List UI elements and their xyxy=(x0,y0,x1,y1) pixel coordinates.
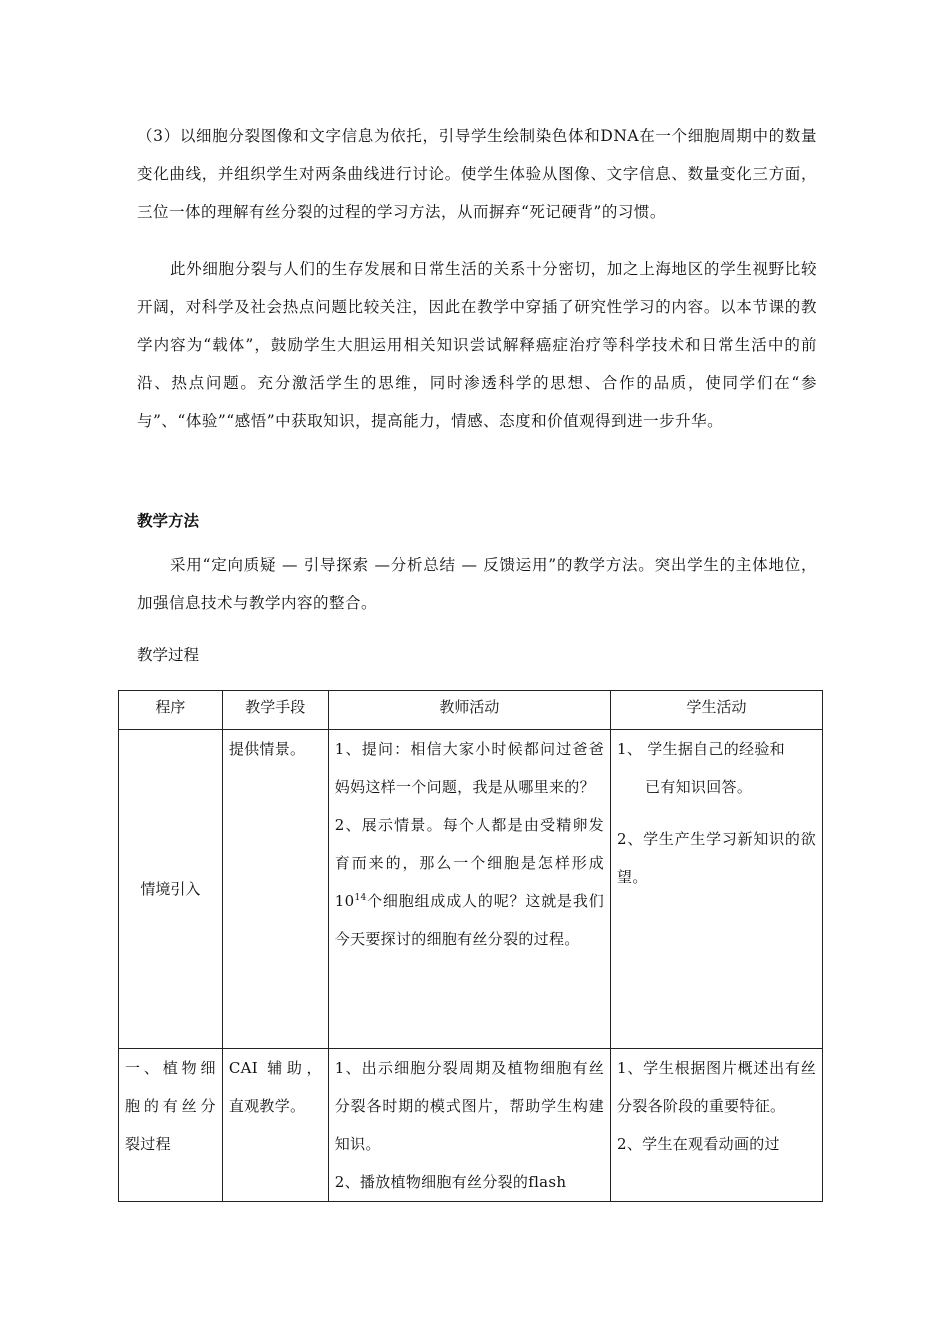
teaching-process-table xyxy=(118,690,823,1202)
paragraph-objective-3: （3）以细胞分裂图像和文字信息为依托，引导学生绘制染色体和DNA在一个细胞周期中的数量变化曲线，并组织学生对两条曲线进行讨论。使学生体验从图像、文字信息、数量变化三方面，三位一体的理解有丝分裂的过程的学习方法，从而摒弃“死记硬背”的习惯。 xyxy=(137,127,817,221)
teacher-step-1: 1、出示细胞分裂周期及植物细胞有丝分裂各时期的模式图片，帮助学生构建知识。 xyxy=(334,1059,605,1153)
student-step-1a: 1、 学生据自己的经验和 xyxy=(617,740,785,758)
table-row xyxy=(119,1049,823,1202)
header-teacher-activity: 教师活动 xyxy=(328,691,610,730)
heading-teaching-method: 教学方法 xyxy=(137,512,200,530)
cell-means: 提供情景。 xyxy=(222,730,328,1049)
student-step-1: 1、学生根据图片概述出有丝分裂各阶段的重要特征。 xyxy=(617,1059,816,1115)
table-row xyxy=(119,730,823,1049)
heading-teaching-process: 教学过程 xyxy=(137,646,200,664)
paragraph-teaching-method: 采用“定向质疑 — 引导探索 —分析总结 — 反馈运用”的教学方法。突出学生的主体地位，加强信息技术与教学内容的整合。 xyxy=(137,556,817,612)
table-header-row xyxy=(119,691,823,730)
teacher-step-2: 2、播放植物细胞有丝分裂的flash xyxy=(334,1173,567,1191)
paragraph-research-learning: 此外细胞分裂与人们的生存发展和日常生活的关系十分密切，加之上海地区的学生视野比较开阔，对科学及社会热点问题比较关注，因此在教学中穿插了研究性学习的内容。以本节课的教学内容为“载体”，鼓励学生大胆运用相关知识尝试解释癌症治疗等科学技术和日常生活中的前沿、热点问题。充分激活学生的思维，同时渗透科学的思想、合作的品质，使同学们在“参与”、“体验”“感悟”中获取知识，提高能力，情感、态度和价值观得到进一步升华。 xyxy=(137,260,817,430)
cell-teacher-activity xyxy=(328,730,610,1049)
student-step-2: 2、学生产生学习新知识的欲望。 xyxy=(617,830,816,886)
student-step-1b: 已有知识回答。 xyxy=(645,778,753,796)
cell-program: 一、植物细胞的有丝分裂过程 xyxy=(119,1049,223,1202)
header-program: 程序 xyxy=(119,691,223,730)
cell-teacher-activity xyxy=(328,1049,610,1202)
cell-means: CAI 辅助，直观教学。 xyxy=(222,1049,328,1202)
header-means: 教学手段 xyxy=(222,691,328,730)
student-step-2: 2、学生在观看动画的过 xyxy=(617,1135,780,1153)
cell-student-activity xyxy=(611,1049,823,1202)
cell-student-activity xyxy=(611,730,823,1049)
teacher-step-2: 2、展示情景。每个人都是由受精卵发育而来的，那么一个细胞是怎样形成$10^{14}$个细胞组成成人的呢？这就是我们今天要探讨的细胞有丝分裂的过程。 xyxy=(334,816,605,948)
header-student-activity: 学生活动 xyxy=(611,691,823,730)
teacher-step-1: 1、提问：相信大家小时候都问过爸爸妈妈这样一个问题，我是从哪里来的？ xyxy=(334,740,605,796)
cell-program: 情境引入 xyxy=(119,730,223,1049)
